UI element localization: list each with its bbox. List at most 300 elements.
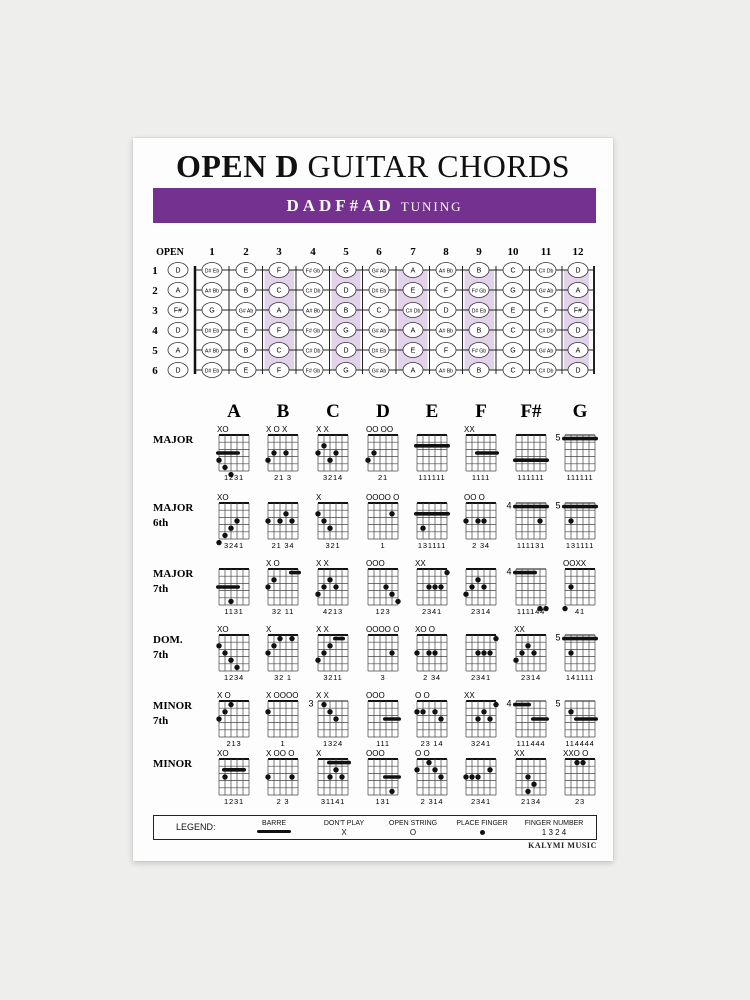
open-mute-markers: XX [464,691,475,700]
finger-dot [493,636,498,641]
note-label: E [410,287,416,295]
open-mute-markers: XO [217,749,229,758]
note-label: D [343,347,349,355]
note-label: A# Bb [305,308,321,315]
finger-dot [321,518,326,523]
chord-diagram [217,749,249,806]
finger-dot [420,526,425,531]
note-bubble [469,343,489,358]
note-bubble [536,363,556,378]
note-bubble [236,323,256,338]
open-mute-markers: X O X [266,425,288,434]
open-mute-markers: XX [415,559,426,568]
chord-row [153,691,598,748]
open-mute-markers: X [266,625,272,634]
finger-numbers: 321 [325,541,341,550]
note-label: G [510,347,516,355]
open-mute-markers: X [316,493,322,502]
barre-mark [383,775,401,779]
chord-root-label: E [425,401,439,422]
finger-numbers: 23 [575,797,585,806]
note-label: G# Ab [538,288,554,295]
note-label: F# Gb [471,348,487,355]
finger-dot [475,577,480,582]
finger-dot [333,450,338,455]
finger-dot [531,782,536,787]
chord-type-label: 7th [153,649,169,661]
finger-dot [414,709,419,714]
finger-dot [315,592,320,597]
finger-dot [289,774,294,779]
chord-diagram [216,625,249,682]
finger-dot [327,526,332,531]
note-bubble [202,303,222,318]
note-label: A [410,327,416,335]
chord-type-label: 7th [153,583,169,595]
note-label: G# Ab [238,308,254,315]
finger-dot [222,465,227,470]
chord-columns [227,401,587,422]
chord-type-label: 6th [153,517,169,529]
finger-dot [271,577,276,582]
note-label: D [175,327,181,335]
finger-dot [525,643,530,648]
note-label: G [510,287,516,295]
note-label: G [343,327,349,335]
finger-dot [463,518,468,523]
finger-dot [513,658,518,663]
fret-position: 3 [308,698,314,709]
finger-dot [481,518,486,523]
barre-mark [333,637,345,641]
barre-mark [216,451,240,455]
note-bubble [536,323,556,338]
note-bubble [536,303,556,318]
note-bubble [568,323,588,338]
note-label: C# Db [538,328,554,335]
barre-mark [513,703,531,707]
open-mute-markers: X OO O [266,749,295,758]
note-label: A [575,287,581,295]
note-label: G# Ab [371,368,387,375]
finger-dot [475,650,480,655]
note-bubble [369,343,389,358]
legend-barre-text: BARRE [261,820,287,827]
note-bubble [303,343,323,358]
finger-dot [228,702,233,707]
barre-mark [562,637,598,641]
note-label: D [343,287,349,295]
note-bubble [236,363,256,378]
finger-dot [265,584,270,589]
barre-mark [531,717,549,721]
chord-root-label: A [227,401,241,422]
finger-dot [289,518,294,523]
finger-numbers: 3211 [323,673,343,682]
finger-dot [265,774,270,779]
open-mute-markers: OOXX [563,559,587,568]
open-mute-markers: XX [464,425,475,434]
finger-dot [389,789,394,794]
note-label: G [209,307,215,315]
finger-dot [383,584,388,589]
note-label: G# Ab [371,328,387,335]
chord-diagram [365,425,398,482]
finger-dot [414,650,419,655]
finger-numbers: 2 34 [423,673,441,682]
chord-diagram [366,749,401,806]
finger-dot [481,584,486,589]
finger-numbers: 1111 [471,473,491,482]
finger-dot [216,643,221,648]
finger-numbers: 2314 [521,673,541,682]
finger-dot [487,767,492,772]
finger-dot [283,450,288,455]
fret-position: 5 [555,500,561,511]
note-label: B [243,287,249,295]
note-bubble [469,303,489,318]
chord-diagram [265,503,298,550]
finger-numbers: 131111 [565,541,595,550]
note-label: A# Bb [438,268,454,275]
finger-numbers: 1 [280,739,286,748]
note-label: C# Db [538,268,554,275]
finger-numbers: 111144 [516,607,546,616]
note-bubble [269,283,289,298]
note-bubble [168,323,188,338]
finger-numbers: 32 1 [274,673,292,682]
chord-root-label: C [326,401,340,422]
open-mute-markers: XO [217,425,229,434]
note-label: B [476,327,482,335]
fret-position: 5 [555,698,561,709]
note-label: D [443,307,449,315]
note-label: D# Eb [204,328,220,335]
fret-number: 9 [476,246,482,258]
note-label: F [443,287,449,295]
chord-diagram [555,632,598,682]
finger-dot [493,702,498,707]
finger-numbers: 32 11 [271,607,295,616]
finger-dot [222,533,227,538]
finger-numbers: 2 3 [276,797,290,806]
legend-label: LEGEND: [176,822,216,832]
finger-numbers: 131111 [417,541,447,550]
note-bubble [469,323,489,338]
note-bubble [469,283,489,298]
note-bubble [236,303,256,318]
note-label: G [343,267,349,275]
barre-mark [513,458,549,462]
finger-dot [537,518,542,523]
note-label: A [575,347,581,355]
note-bubble [336,363,356,378]
note-label: C [276,347,282,355]
finger-dot [333,584,338,589]
chord-row [153,559,595,616]
finger-dot [432,584,437,589]
finger-numbers: 114444 [565,739,595,748]
note-bubble [336,263,356,278]
note-label: F [276,327,282,335]
chord-diagram [366,559,401,616]
string-number: 2 [152,285,158,297]
legend-dont-play [314,819,374,837]
note-bubble [369,303,389,318]
note-label: D# Eb [204,368,220,375]
note-label: A# Bb [204,288,220,295]
chord-diagram [555,432,598,482]
fret-number: 7 [410,246,416,258]
chord-diagram [506,566,548,616]
finger-dot [580,760,585,765]
finger-dot [315,450,320,455]
note-bubble [503,303,523,318]
finger-numbers: 111111 [418,473,446,482]
note-bubble [503,263,523,278]
note-label: B [476,367,482,375]
note-bubble [168,303,188,318]
finger-number-symbol: 1 3 2 4 [541,828,567,837]
note-bubble [568,343,588,358]
barre-mark [574,717,598,721]
open-mute-markers: XXO O [563,749,589,758]
chord-diagram [265,425,298,482]
open-mute-markers: X OOOO [266,691,299,700]
chord-row [153,625,598,682]
note-label: D# Eb [204,268,220,275]
dot-symbol [480,830,485,835]
note-label: F [543,307,549,315]
note-bubble [403,263,423,278]
finger-numbers: 3241 [224,541,244,550]
finger-numbers: 3241 [471,739,491,748]
string-number: 3 [152,305,158,317]
note-label: F [276,267,282,275]
finger-numbers: 111111 [566,473,594,482]
finger-dot [531,650,536,655]
finger-dot [426,584,431,589]
finger-numbers: 4213 [323,607,343,616]
barre-symbol [257,830,291,833]
note-bubble [568,283,588,298]
finger-dot [389,592,394,597]
note-bubble [168,343,188,358]
note-bubble [369,363,389,378]
chord-root-label: G [572,401,588,422]
note-label: C [376,307,382,315]
legend-dont-play-text: DON'T PLAY [323,820,365,827]
finger-numbers: 1231 [224,473,244,482]
finger-dot [228,658,233,663]
note-bubble [168,263,188,278]
note-bubble [503,283,523,298]
chord-root-label: B [276,401,290,422]
note-bubble [436,263,456,278]
finger-dot [327,577,332,582]
string-number: 6 [152,365,158,377]
note-label: F# Gb [305,328,321,335]
finger-dot [432,709,437,714]
string-number: 4 [152,325,158,337]
chord-diagram [513,625,546,682]
note-bubble [369,263,389,278]
chord-chart-poster [133,138,613,861]
finger-dot [525,774,530,779]
note-label: B [476,267,482,275]
chord-diagram [216,691,249,748]
note-bubble [436,363,456,378]
fret-number: 6 [376,246,382,258]
note-label: E [410,347,416,355]
fret-position: 4 [506,698,512,709]
open-mute-markers: X O [217,691,231,700]
chord-diagram [315,425,348,482]
fret-position: 4 [506,500,512,511]
fret-number: 11 [540,246,552,258]
note-bubble [436,283,456,298]
finger-dot [371,450,376,455]
finger-numbers: 2134 [521,797,541,806]
note-label: A# Bb [204,348,220,355]
finger-dot [389,511,394,516]
note-bubble [536,343,556,358]
finger-dot [475,716,480,721]
open-mute-markers: O O [415,749,430,758]
finger-dot [321,584,326,589]
chord-root-label: D [376,401,390,422]
finger-dot [265,518,270,523]
finger-numbers: 2 314 [420,797,444,806]
note-bubble [436,343,456,358]
open-mute-markers: X X [316,425,329,434]
note-label: A [175,347,181,355]
chord-diagram [366,691,401,748]
chord-diagram [466,635,499,682]
note-label: D [575,327,581,335]
note-bubble [303,323,323,338]
finger-numbers: 3 [380,673,386,682]
note-bubble [403,323,423,338]
barre-mark [222,768,246,772]
note-bubble [369,283,389,298]
note-bubble [469,363,489,378]
finger-dot [438,774,443,779]
chord-diagram [464,691,499,748]
note-label: D [575,267,581,275]
legend [153,815,597,840]
finger-numbers: 3214 [323,473,343,482]
note-bubble [336,303,356,318]
legend-barre [244,819,304,833]
finger-numbers: 2314 [471,607,491,616]
o-symbol: O [409,828,417,837]
chord-diagram [265,749,298,806]
title-rest: GUITAR CHORDS [307,148,571,184]
note-bubble [568,363,588,378]
note-label: A [175,287,181,295]
open-mute-markers: XO O [415,625,436,634]
open-mute-markers: O O [415,691,430,700]
note-bubble [336,343,356,358]
barre-mark [513,571,537,575]
note-bubble [536,283,556,298]
finger-dot [228,526,233,531]
finger-numbers: 21 3 [274,473,292,482]
note-bubble [336,323,356,338]
note-label: D [175,367,181,375]
note-bubble [369,323,389,338]
finger-dot [327,709,332,714]
note-label: E [243,267,249,275]
open-mute-markers: XO [217,493,229,502]
chord-diagram [315,625,348,682]
note-label: C# Db [305,348,321,355]
finger-numbers: 23 14 [420,739,444,748]
chord-row [153,749,595,806]
finger-dot [321,650,326,655]
fret-number: 4 [310,246,316,258]
finger-dot [265,709,270,714]
string-number: 1 [152,265,158,277]
open-mute-markers: XO [217,625,229,634]
barre-mark [414,444,450,448]
finger-dot [216,540,221,545]
finger-dot [568,650,573,655]
finger-numbers: 1 [380,541,386,550]
note-bubble [269,323,289,338]
finger-numbers: 111111 [517,473,545,482]
finger-dot [469,584,474,589]
tuning-word: TUNING [400,199,463,214]
chord-diagram [414,691,447,748]
finger-dot [333,716,338,721]
finger-dot [222,774,227,779]
fret-number: 5 [343,246,349,258]
chord-type-label: MAJOR [153,434,194,446]
chord-diagram [463,493,496,550]
chord-diagram [414,435,450,482]
note-label: C# Db [405,308,421,315]
chord-diagram [265,691,298,748]
note-label: F# Gb [305,268,321,275]
finger-dot [265,650,270,655]
finger-dot [562,606,567,611]
note-bubble [202,363,222,378]
chord-diagram [308,691,348,748]
note-label: D# Eb [471,308,487,315]
open-mute-markers: OOOO O [366,625,400,634]
note-bubble [202,343,222,358]
finger-dot [438,584,443,589]
open-mute-markers: X X [316,559,329,568]
note-bubble [336,283,356,298]
finger-dot [228,599,233,604]
fret-number: 1 [209,246,215,258]
note-label: C [276,287,282,295]
note-bubble [469,263,489,278]
finger-dot [426,760,431,765]
note-bubble [269,343,289,358]
note-bubble [403,283,423,298]
chord-diagram [514,749,546,806]
fretboard [152,246,594,378]
finger-dot [271,450,276,455]
chord-diagram [563,749,595,806]
finger-dot [333,767,338,772]
finger-numbers: 2 34 [472,541,490,550]
note-bubble [568,263,588,278]
